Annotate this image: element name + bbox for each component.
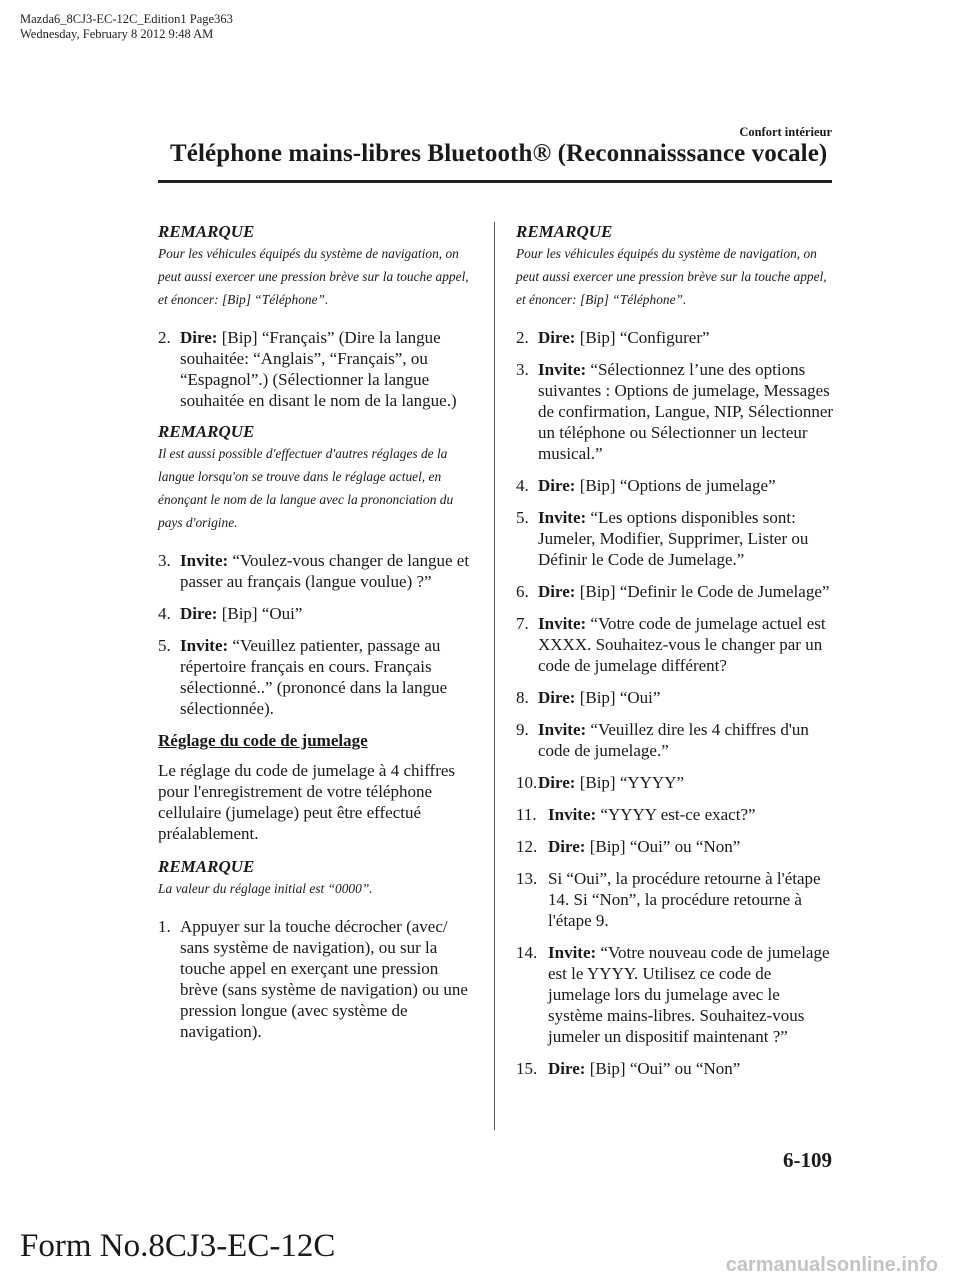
step-item	[516, 836, 834, 857]
step-number: 3.	[516, 360, 529, 379]
step-number: 8.	[516, 688, 529, 707]
step-number: 4.	[158, 604, 171, 623]
step-item	[516, 804, 834, 825]
section-label: Confort intérieur	[739, 125, 832, 139]
step-keyword: Dire:	[180, 604, 218, 623]
title-divider	[158, 180, 832, 183]
step-number: 2.	[516, 328, 529, 347]
step-item	[158, 327, 480, 411]
step-keyword: Dire:	[180, 328, 218, 347]
step-item	[516, 507, 834, 570]
step-keyword: Dire:	[538, 328, 576, 347]
step-text: “Sélectionnez l’une des options suivantes : Options de jumelage, Messages de confirmation, Langue, NIP, Sélectionner un téléphone ou Sélectionner un lecteur musical.”	[538, 360, 834, 463]
step-text: “Voulez-vous changer de langue et passer au français (langue voulue) ?”	[180, 551, 470, 591]
step-item	[516, 581, 834, 602]
step-keyword: Dire:	[538, 773, 576, 792]
page-number: 6-109	[783, 1148, 832, 1172]
step-number: 11.	[516, 805, 537, 824]
note-box	[158, 222, 480, 311]
step-item	[158, 916, 480, 1042]
step-keyword: Invite:	[538, 360, 587, 379]
step-text: “Votre code de jumelage actuel est XXXX. Souhaitez-vous le changer par un code de jumelage différent?	[538, 614, 826, 675]
note-box	[158, 422, 480, 534]
step-text: [Bip] “Definir le Code de Jumelage”	[575, 582, 830, 601]
note-text: Pour les véhicules équipés du système de navigation, on peut aussi exercer une pression brève sur la touche appel, et énoncer: [Bip] “Téléphone”.	[516, 246, 827, 307]
step-item	[516, 613, 834, 676]
step-number: 5.	[158, 636, 171, 655]
watermark: carmanualsonline.info	[725, 1254, 938, 1276]
step-number: 2.	[158, 328, 171, 347]
step-item	[158, 635, 480, 719]
step-text: [Bip] “YYYY”	[575, 773, 685, 792]
step-keyword: Invite:	[538, 508, 587, 527]
step-keyword: Dire:	[548, 837, 586, 856]
step-text: [Bip] “Oui” ou “Non”	[585, 1059, 741, 1078]
step-text: [Bip] “Français” (Dire la langue souhaitée: “Anglais”, “Français”, ou “Espagnol”.) (Sélectionner la langue souhaitée en disant le nom de la langue.)	[180, 328, 457, 410]
step-item	[516, 868, 834, 931]
step-keyword: Dire:	[538, 582, 576, 601]
step-text: Appuyer sur la touche décrocher (avec/ sans système de navigation), ou sur la touche appel en exerçant une pression brève (sans système de navigation) ou une pression longue (avec système de navigation).	[180, 917, 468, 1041]
step-item	[516, 475, 834, 496]
step-text: [Bip] “Oui”	[217, 604, 303, 623]
step-text: “Les options disponibles sont: Jumeler, Modifier, Supprimer, Lister ou Définir le Code de Jumelage.”	[538, 508, 809, 569]
step-item	[516, 772, 834, 793]
step-item	[516, 942, 834, 1047]
step-keyword: Dire:	[548, 1059, 586, 1078]
step-number: 7.	[516, 614, 529, 633]
step-keyword: Dire:	[538, 476, 576, 495]
step-item	[158, 603, 480, 624]
file-name: Mazda6_8CJ3-EC-12C_Edition1 Page363	[20, 12, 233, 26]
step-keyword: Dire:	[538, 688, 576, 707]
step-item	[516, 719, 834, 761]
file-info	[20, 12, 233, 42]
step-keyword: Invite:	[548, 805, 597, 824]
note-text: Pour les véhicules équipés du système de navigation, on peut aussi exercer une pression brève sur la touche appel, et énoncer: [Bip] “Téléphone”.	[158, 246, 469, 307]
file-timestamp: Wednesday, February 8 2012 9:48 AM	[20, 27, 214, 41]
step-text: [Bip] “Oui”	[575, 688, 661, 707]
body-paragraph: Le réglage du code de jumelage à 4 chiffres pour l'enregistrement de votre téléphone cellulaire (jumelage) peut être effectué préalablement.	[158, 761, 456, 843]
step-number: 9.	[516, 720, 529, 739]
step-text: “Veuillez patienter, passage au répertoire français en cours. Français sélectionné..” (prononcé dans la langue sélectionnée).	[180, 636, 448, 718]
step-text: [Bip] “Oui” ou “Non”	[585, 837, 741, 856]
step-number: 5.	[516, 508, 529, 527]
step-keyword: Invite:	[180, 636, 229, 655]
step-number: 13.	[516, 869, 538, 888]
left-column	[158, 222, 480, 1053]
step-keyword: Invite:	[548, 943, 597, 962]
note-box	[516, 222, 834, 311]
section-heading: Réglage du code de jumelage	[158, 731, 368, 750]
note-box	[158, 857, 480, 900]
form-number: Form No.8CJ3-EC-12C	[20, 1228, 336, 1264]
step-text: [Bip] “Options de jumelage”	[575, 476, 776, 495]
step-number: 3.	[158, 551, 171, 570]
step-keyword: Invite:	[538, 720, 587, 739]
step-text: Si “Oui”, la procédure retourne à l'étape 14. Si “Non”, la procédure retourne à l'étape 9.	[548, 869, 821, 930]
step-number: 14.	[516, 943, 538, 962]
note-title: REMARQUE	[158, 222, 255, 241]
step-text: [Bip] “Configurer”	[575, 328, 710, 347]
step-item	[516, 687, 834, 708]
step-item	[516, 1058, 834, 1079]
page-title: Téléphone mains-libres Bluetooth® (Reconnaisssance vocale)	[170, 140, 828, 167]
step-number: 12.	[516, 837, 538, 856]
step-number: 15.	[516, 1059, 538, 1078]
step-keyword: Invite:	[180, 551, 229, 570]
step-number: 10.	[516, 773, 538, 792]
step-item	[158, 550, 480, 592]
note-title: REMARQUE	[516, 222, 613, 241]
right-column	[516, 222, 834, 1090]
column-divider	[494, 222, 495, 1130]
step-number: 6.	[516, 582, 529, 601]
step-text: “YYYY est-ce exact?”	[596, 805, 756, 824]
step-item	[516, 359, 834, 464]
note-text: La valeur du réglage initial est “0000”.	[158, 881, 373, 896]
note-title: REMARQUE	[158, 422, 255, 441]
step-text: “Veuillez dire les 4 chiffres d'un code de jumelage.”	[538, 720, 809, 760]
step-number: 1.	[158, 917, 171, 936]
note-title: REMARQUE	[158, 857, 255, 876]
step-item	[516, 327, 834, 348]
step-keyword: Invite:	[538, 614, 587, 633]
note-text: Il est aussi possible d'effectuer d'autres réglages de la langue lorsqu'on se trouve dans le réglage actuel, en énonçant le nom de la langue avec la prononciation du pays d'origine.	[158, 446, 454, 530]
step-text: “Votre nouveau code de jumelage est le YYYY. Utilisez ce code de jumelage lors du jumelage avec le système mains-libres. Souhaitez-vous jumeler un dispositif maintenant ?”	[548, 943, 830, 1046]
step-number: 4.	[516, 476, 529, 495]
